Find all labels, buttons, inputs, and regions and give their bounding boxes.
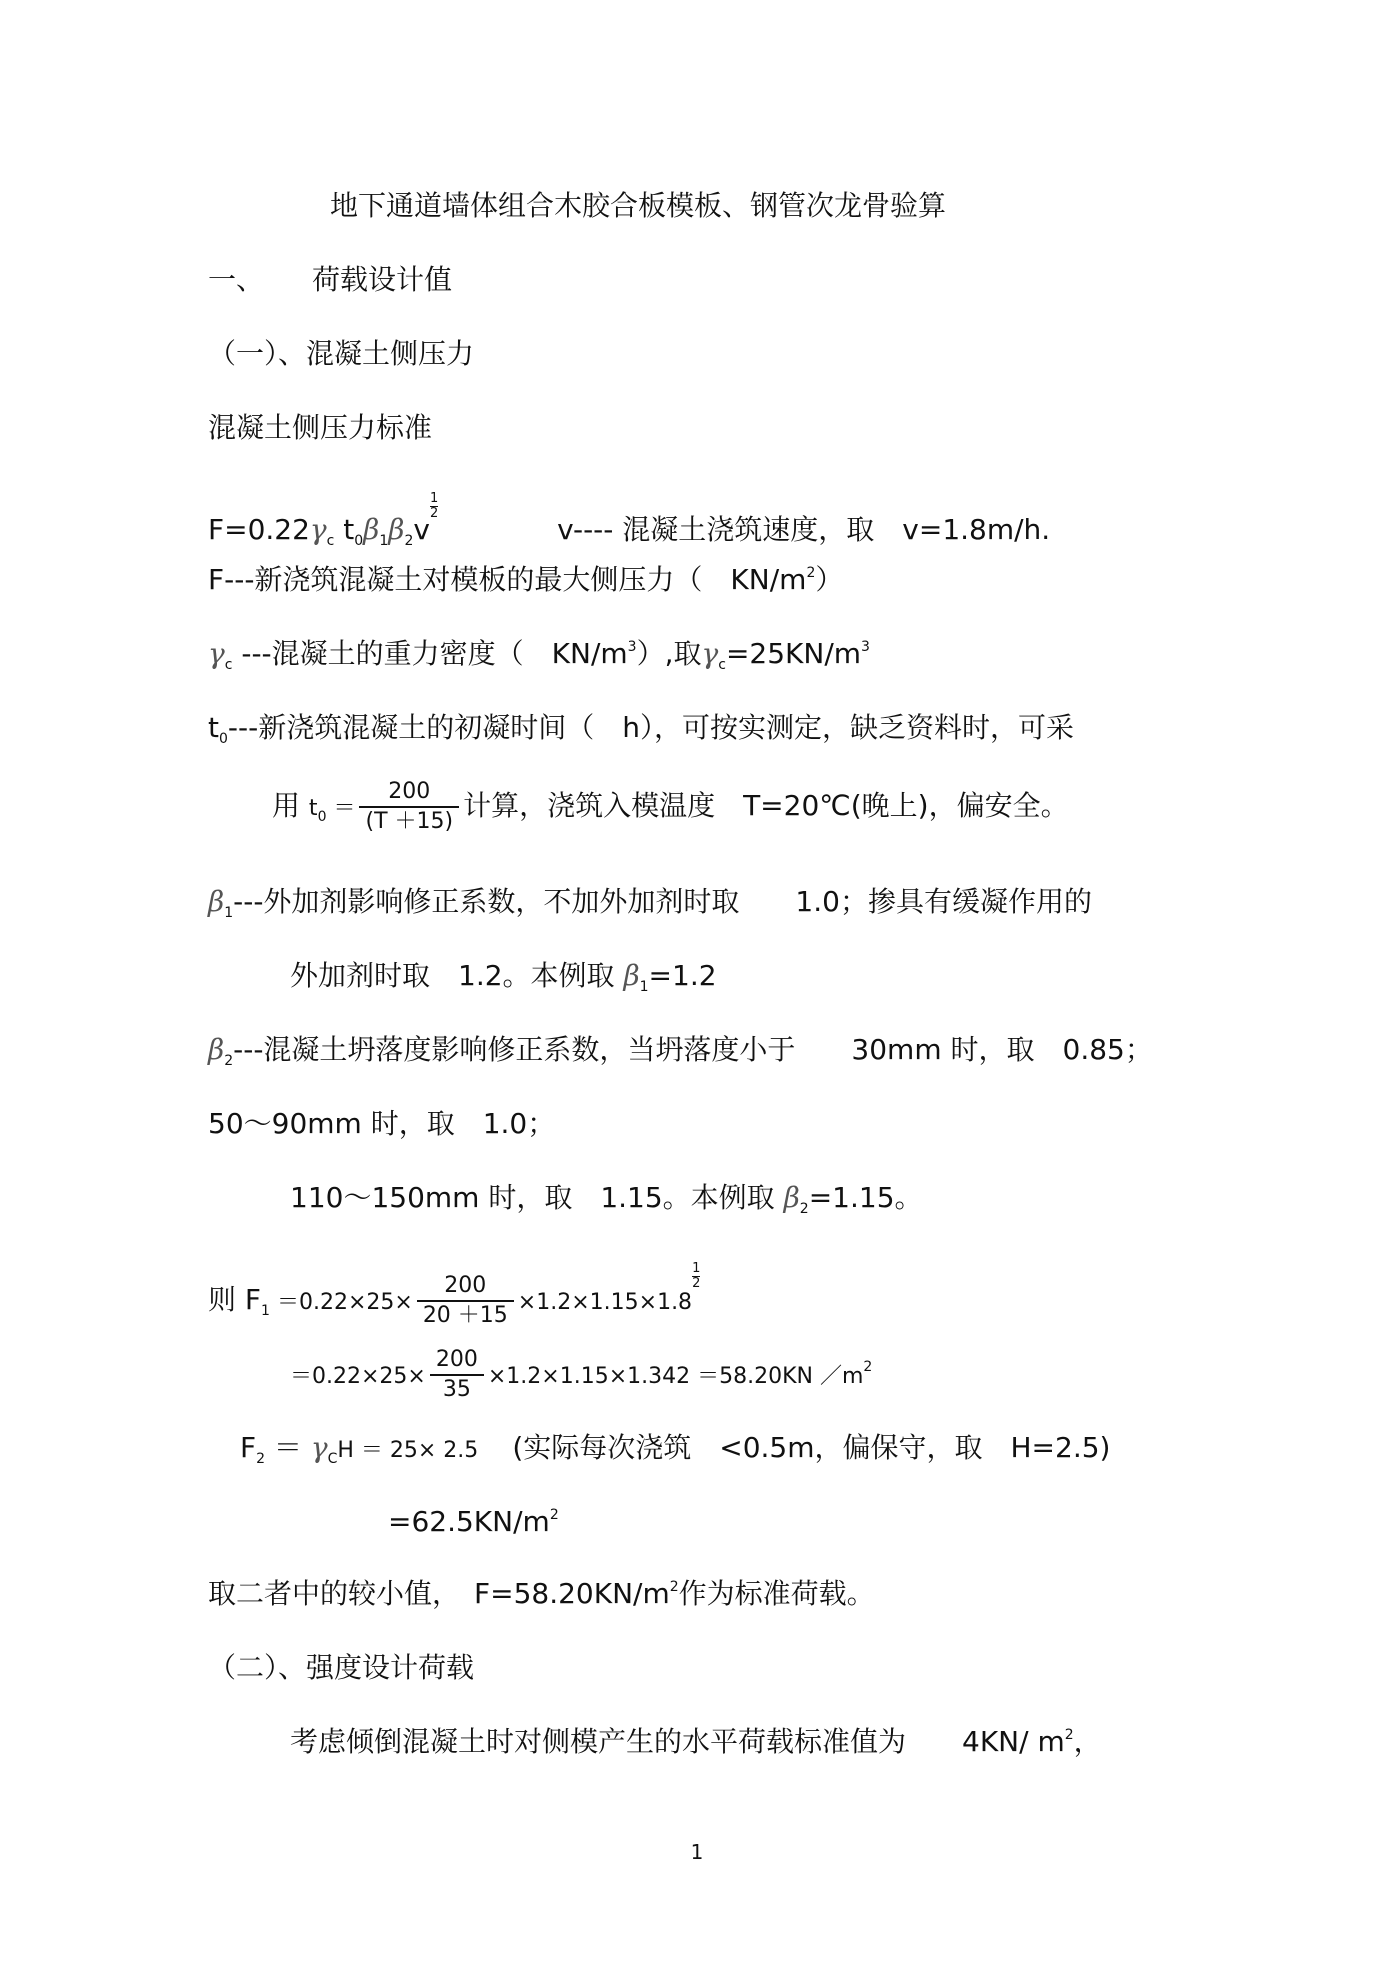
exponent-half: $\frac{1}{2}$ [429, 491, 439, 521]
exponent-half: $\frac{1}{2}$ [692, 1261, 701, 1291]
t0-fraction [359, 778, 459, 836]
F1-result-denominator: 35 [442, 1377, 471, 1402]
beta-symbol: β [208, 1033, 225, 1066]
page-title: 地下通道墙体组合木胶合板模板、钢管次龙骨验算 [330, 189, 947, 222]
beta-symbol: β [388, 513, 405, 546]
beta2-definition-cont: 50～90mm 时，取 1.0； [208, 1107, 556, 1140]
beta-symbol: β [623, 959, 640, 992]
conclusion-b: 作为标准荷载。 [678, 1577, 875, 1610]
beta2-line1: ---混凝土坍落度影响修正系数，当坍落度小于 30mm 时，取 0.85； [233, 1033, 1153, 1066]
beta1-definition: $\beta_1---$外加剂影响修正系数，不加外加剂时取 1.0；掺具有缓凝作用的 [208, 885, 1092, 921]
formula-line: $F=0.22\gamma_c$ $t_0\beta_1\beta_2v$ $\frac{1}{2}$ v---- 混凝土浇筑速度，取 v=1.8m/h. [208, 491, 1051, 549]
beta1-definition-cont: 外加剂时取 1.2。本例取 $\beta_1=1.2$ [290, 959, 717, 995]
beta-symbol: β [783, 1181, 800, 1214]
F1-result-numerator: 200 [430, 1346, 484, 1376]
beta1-line2b: =1.2 [648, 959, 717, 992]
t0-denominator: (T ＋15) [365, 809, 454, 834]
t0-numerator: 200 [359, 778, 459, 808]
F1-b: ×1.2×1.15×1.8 [517, 1290, 693, 1315]
strength-b: ， [1073, 1725, 1102, 1758]
F1-denominator: 20 ＋15 [422, 1303, 508, 1328]
F2-equation: $F_2 = \gamma_CH = 25\times 2.5$ (实际每次浇筑 <0.5m，偏保守，取 H=2.5) [240, 1431, 1111, 1467]
F-definition-text: F---新浇筑混凝土对模板的最大侧压力（ KN/ [208, 563, 780, 596]
conclusion: 取二者中的较小值， $F=58.20KN/m^2$作为标准荷载。 [208, 1577, 875, 1610]
F2-a: H ＝ 25× 2.5 [337, 1438, 479, 1463]
F-definition: F---新浇筑混凝土对模板的最大侧压力（ $KN/m^2$） [208, 563, 844, 596]
section-label: 荷载设计值 [312, 263, 453, 296]
section-number: 一、 [208, 263, 265, 296]
F2-result: $=62.5KN/m^2$ [388, 1505, 559, 1538]
subsection-heading-1: （一）、混凝土侧压力 [208, 337, 475, 370]
gamma-def-c: =25KN/m [725, 637, 862, 670]
F-unit: m [779, 563, 807, 596]
conclusion-a: 取二者中的较小值， F=58.20KN/m [208, 1577, 670, 1610]
F1-equation: 则 $F_1 =0.22\times 25\times$ $\frac{200}{20 +15}$ ×1.2×1.15×1.8 $\frac{1}{2}$ [208, 1261, 701, 1328]
F1-result-fraction [430, 1346, 484, 1404]
section-heading-1 [208, 262, 452, 298]
F1-fraction [417, 1272, 514, 1330]
v-description: v---- 混凝土浇筑速度，取 v=1.8m/h. [557, 513, 1051, 546]
gamma-symbol: γ [310, 1431, 328, 1464]
beta2-line3b: =1.15。 [808, 1181, 923, 1214]
page-number: 1 [690, 1840, 704, 1864]
gamma-definition: $\gamma_c$ ---混凝土的重力密度（ $KN/m^3$）,取$\gamma_c=25KN/m^3$ [208, 637, 870, 673]
gamma-def-b: ）,取 [636, 637, 702, 670]
beta2-line3a: 110～150mm 时，取 1.15。本例取 [290, 1181, 775, 1214]
F1-a: 0.22×25× [298, 1290, 413, 1315]
F1-result-b: ×1.2×1.15×1.342 ＝58.20KN ／m [487, 1364, 864, 1389]
beta-symbol: β [208, 885, 225, 918]
F-definition-close: ） [815, 563, 844, 596]
F1-result: ＝0.22×25× $\frac{200}{35}$ ×1.2×1.15×1.342 ＝58.20KN $/m^2$ [290, 1347, 873, 1402]
beta1-line1: ---外加剂影响修正系数，不加外加剂时取 1.0；掺具有缓凝作用的 [233, 885, 1092, 918]
t0-def-text: ---新浇筑混凝土的初凝时间（ h），可按实测定，缺乏资料时，可采 [227, 711, 1074, 744]
gamma-def-a: ---混凝土的重力密度（ KN/m [241, 637, 628, 670]
F1-result-a: ＝0.22×25× [290, 1364, 426, 1389]
beta2-definition: $\beta_2---$混凝土坍落度影响修正系数，当坍落度小于 30mm 时，取 0.85； [208, 1033, 1153, 1069]
beta1-line2a: 外加剂时取 1.2。本例取 [290, 959, 615, 992]
t0-calc-prefix: 用 [272, 789, 301, 822]
strength-paragraph: 考虑倾倒混凝土时对侧模产生的水平荷载标准值为 4KN/ $m^2$， [290, 1725, 1102, 1758]
strength-a: 考虑倾倒混凝土时对侧模产生的水平荷载标准值为 4KN/ m [290, 1725, 1065, 1758]
t0-calc: 用 $t_0$ ＝ $\frac{200}{(T +15)}$ 计算，浇筑入模温度 T=20℃(晚上)，偏安全。 [272, 779, 1069, 834]
F2-result-text: =62.5KN/m [388, 1505, 550, 1538]
beta2-definition-cont2: 110～150mm 时，取 1.15。本例取 $\beta_2=1.15$。 [290, 1181, 923, 1217]
formula-lhs: F=0.22 [208, 513, 310, 546]
gamma-symbol: γ [208, 637, 225, 670]
beta-symbol: β [363, 513, 380, 546]
gamma-symbol: γ [701, 637, 719, 670]
gamma-symbol: γ [309, 513, 327, 546]
F1-prefix: 则 [208, 1283, 237, 1316]
F1-numerator: 200 [417, 1272, 514, 1302]
F2-b: (实际每次浇筑 <0.5m，偏保守，取 H=2.5) [512, 1431, 1111, 1464]
subsection-heading-2: （二）、强度设计荷载 [208, 1651, 475, 1684]
t0-calc-suffix: 计算，浇筑入模温度 T=20℃(晚上)，偏安全。 [463, 789, 1069, 822]
paragraph-standard: 混凝土侧压力标准 [208, 411, 433, 444]
t0-definition: $t_0---$新浇筑混凝土的初凝时间（ h），可按实测定，缺乏资料时，可采 [208, 711, 1074, 747]
